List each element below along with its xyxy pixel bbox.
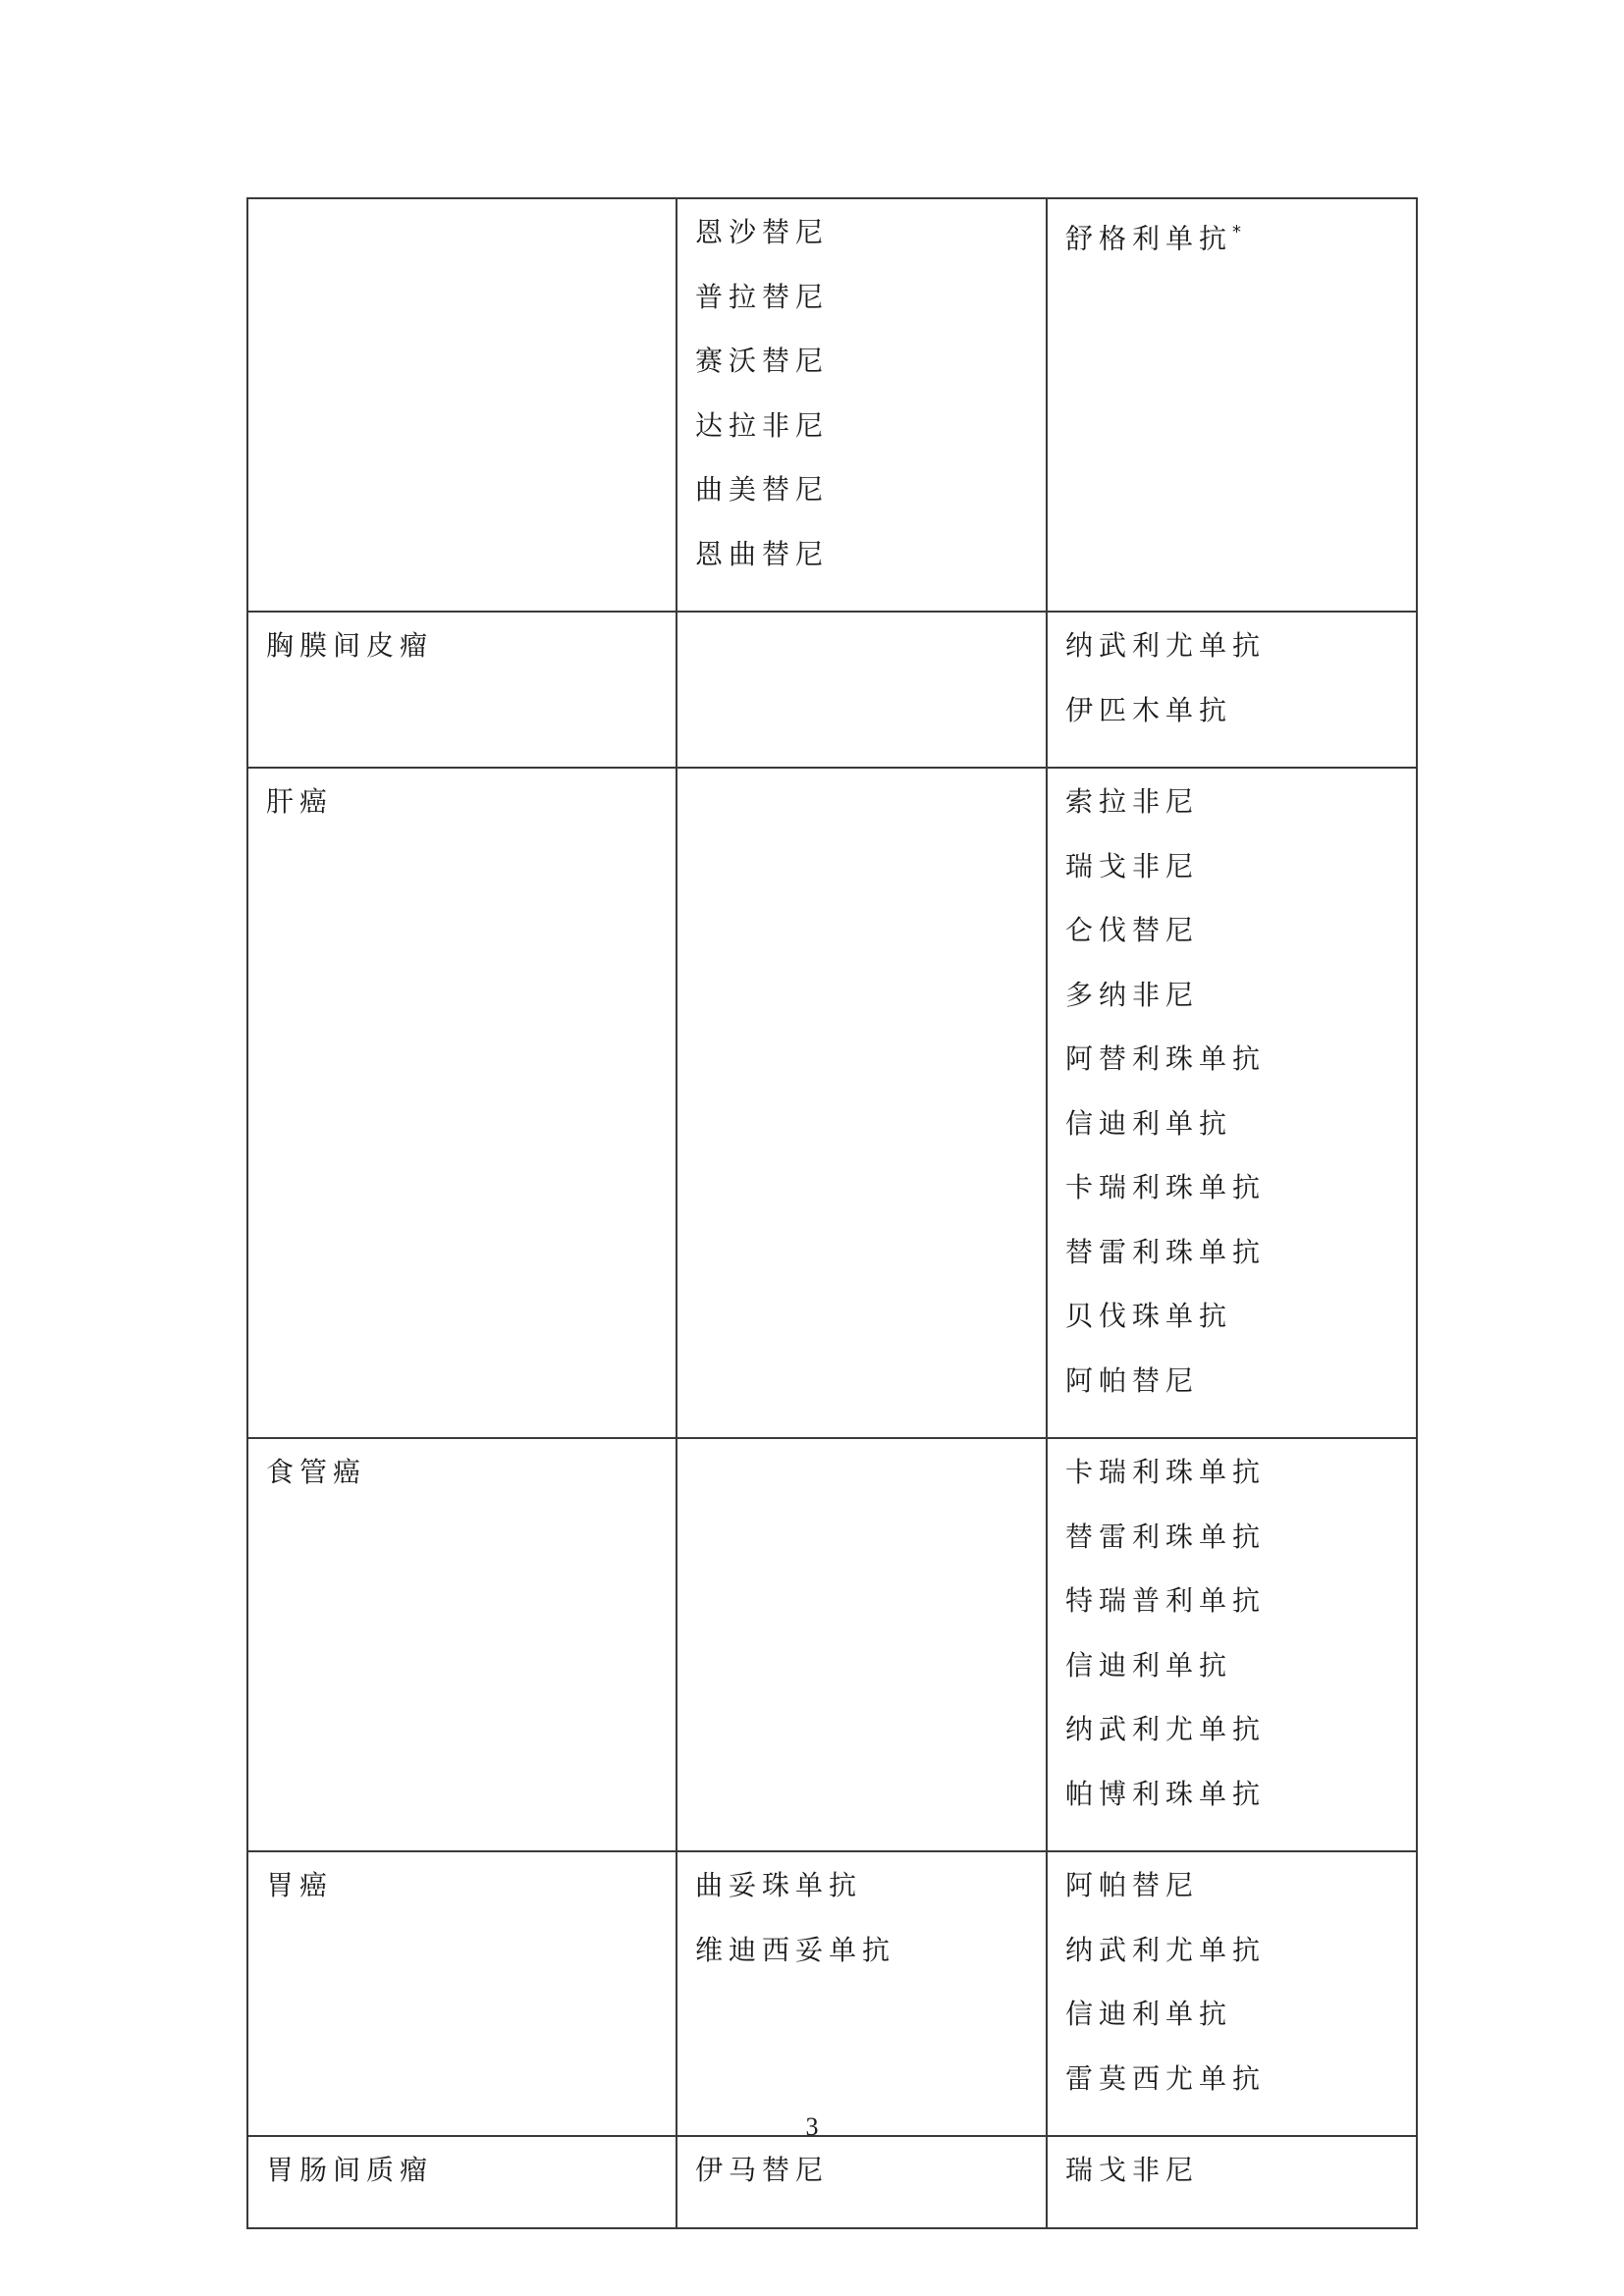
drug-name: 阿帕替尼 [1065, 1363, 1200, 1397]
table-row [247, 198, 1417, 612]
drug-name: 纳武利尤单抗 [1065, 629, 1267, 662]
drug-name: 仑伐替尼 [1065, 914, 1200, 946]
drug-name: 卡瑞利珠单抗 [1065, 1456, 1267, 1488]
drug-name: 伊匹木单抗 [1065, 693, 1233, 726]
drug-list-cell-a [677, 2136, 1047, 2228]
drug-name: 纳武利尤单抗 [1065, 1713, 1267, 1745]
drug-name: 多纳非尼 [1065, 978, 1200, 1011]
drug-name: 索拉非尼 [1065, 785, 1200, 818]
table-row [247, 768, 1417, 1438]
drug-name: 曲美替尼 [695, 473, 830, 506]
table-row [247, 1438, 1417, 1851]
cancer-type-cell [247, 1851, 677, 2136]
drug-list-cell-a [677, 1438, 1047, 1851]
drug-name: 卡瑞利珠单抗 [1065, 1171, 1267, 1203]
drug-list-cell-b [1047, 1851, 1417, 2136]
cancer-type-label: 胃癌 [266, 1869, 334, 1901]
table-row [247, 612, 1417, 768]
drug-name: 信迪利单抗 [1065, 1998, 1233, 2030]
drug-list-cell-b [1047, 2136, 1417, 2228]
drug-list-cell-b [1047, 1438, 1417, 1851]
drug-name: 瑞戈非尼 [1065, 2154, 1200, 2186]
drug-table-body [247, 198, 1417, 2228]
table-row [247, 1851, 1417, 2136]
drug-table [246, 197, 1418, 2229]
cancer-type-cell [247, 768, 677, 1438]
drug-list-cell-b [1047, 612, 1417, 768]
table-row [247, 2136, 1417, 2228]
drug-list-cell-a [677, 198, 1047, 612]
drug-name: 达拉非尼 [695, 408, 830, 442]
cancer-type-label: 胸膜间皮瘤 [266, 629, 434, 662]
drug-name: 雷莫西尤单抗 [1065, 2061, 1267, 2095]
drug-name: 特瑞普利单抗 [1065, 1584, 1267, 1617]
drug-name: 赛沃替尼 [695, 345, 830, 377]
cancer-type-cell [247, 1438, 677, 1851]
drug-name: 舒格利单抗* [1065, 222, 1242, 255]
drug-name: 恩沙替尼 [695, 216, 830, 248]
footnote-marker: * [1232, 222, 1242, 242]
drug-name: 曲妥珠单抗 [695, 1869, 863, 1901]
cancer-type-label: 胃肠间质瘤 [266, 2154, 434, 2186]
drug-name: 纳武利尤单抗 [1065, 1933, 1267, 1966]
drug-list-cell-a [677, 1851, 1047, 2136]
drug-name: 普拉替尼 [695, 280, 830, 313]
drug-name: 贝伐珠单抗 [1065, 1300, 1233, 1332]
drug-list-cell-a [677, 768, 1047, 1438]
drug-list-cell-a [677, 612, 1047, 768]
drug-name: 伊马替尼 [695, 2154, 830, 2186]
drug-name: 阿替利珠单抗 [1065, 1042, 1267, 1075]
drug-name: 替雷利珠单抗 [1065, 1235, 1267, 1268]
drug-name: 恩曲替尼 [695, 537, 830, 570]
drug-name: 阿帕替尼 [1065, 1869, 1200, 1901]
cancer-type-label: 肝癌 [266, 785, 334, 818]
drug-name: 替雷利珠单抗 [1065, 1520, 1267, 1553]
cancer-type-cell [247, 2136, 677, 2228]
drug-name: 帕博利珠单抗 [1065, 1777, 1267, 1810]
cancer-type-label: 食管癌 [266, 1456, 367, 1488]
drug-list-cell-b [1047, 198, 1417, 612]
drug-list-cell-b [1047, 768, 1417, 1438]
cancer-type-cell [247, 198, 677, 612]
drug-name: 维迪西妥单抗 [695, 1933, 896, 1966]
drug-name: 信迪利单抗 [1065, 1648, 1233, 1682]
cancer-type-cell [247, 612, 677, 768]
page-number: 3 [805, 2112, 819, 2141]
drug-name: 瑞戈非尼 [1065, 849, 1200, 882]
drug-name: 信迪利单抗 [1065, 1106, 1233, 1140]
